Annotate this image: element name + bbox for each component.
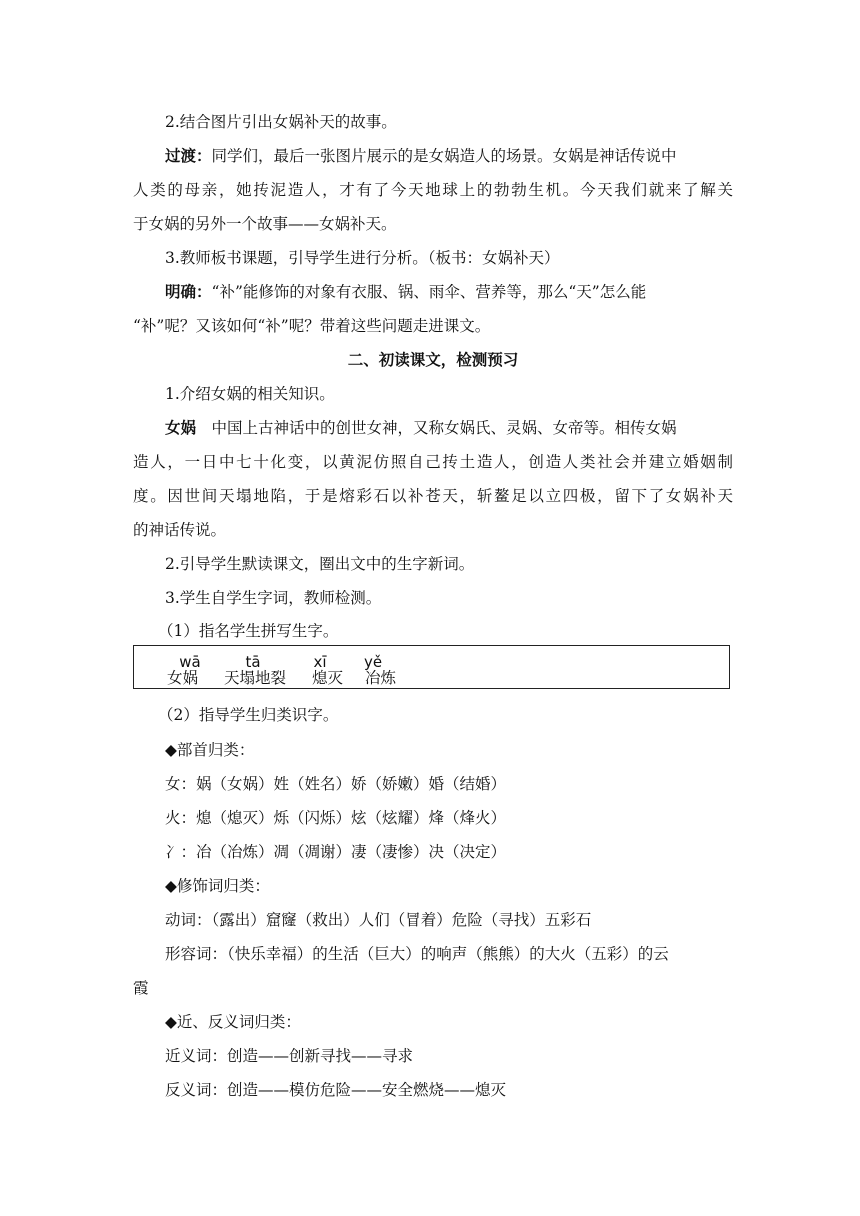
- paragraph-line: 造人，一日中七十化变，以黄泥仿照自己抟土造人，创造人类社会并建立婚姻制: [133, 453, 733, 471]
- paragraph-nuwa: 女娲 中国上古神话中的创世女神，又称女娲氏、灵娲、女帝等。相传女娲: [165, 418, 677, 437]
- paragraph-transition: 过渡：同学们，最后一张图片展示的是女娲造人的场景。女娲是神话传说中: [165, 146, 677, 165]
- term-nuwa: 女娲: [165, 418, 197, 437]
- pinyin-ta: tā: [245, 653, 261, 671]
- category-radical: ◆部首归类：: [165, 741, 255, 759]
- paragraph-line: 霞: [133, 979, 149, 997]
- word-tiantadilie: 天塌地裂: [224, 669, 287, 687]
- paragraph-intro: 1.介绍女娲的相关知识。: [165, 385, 335, 403]
- radical-huo: 火：熄（熄灭）烁（闪烁）炫（炫耀）烽（烽火）: [165, 809, 507, 827]
- word-nuwa: 女娲: [167, 669, 199, 687]
- paragraph-line: 的神话传说。: [133, 521, 227, 539]
- paragraph-step-3: 3.教师板书课题，引导学生进行分析。（板书：女娲补天）: [165, 249, 560, 267]
- paragraph-line: 于女娲的另外一个故事——女娲补天。: [133, 215, 397, 233]
- label-transition: 过渡：: [165, 146, 212, 165]
- paragraph-read: 2.引导学生默读课文，圈出文中的生字新词。: [165, 555, 475, 573]
- pinyin-xi: xī: [313, 653, 327, 671]
- antonyms: 反义词：创造——模仿危险——安全燃烧——熄灭: [165, 1081, 507, 1099]
- paragraph-step-2: 2.结合图片引出女娲补天的故事。: [165, 113, 397, 131]
- modifier-adjectives: 形容词：（快乐幸福）的生活（巨大）的响声（熊熊）的大火（五彩）的云: [165, 945, 669, 963]
- section-heading: 二、初读课文，检测预习: [347, 350, 519, 369]
- paragraph-line: “补”呢？又该如何“补”呢？带着这些问题走进课文。: [133, 317, 491, 335]
- pinyin-wa: wā: [179, 653, 201, 671]
- radical-bing: 冫：冶（冶炼）凋（凋谢）凄（凄惨）决（决定）: [165, 843, 507, 861]
- subitem-1: （1）指名学生拼写生字。: [158, 622, 339, 640]
- word-yelian: 冶炼: [365, 669, 397, 687]
- subitem-2: （2）指导学生归类识字。: [158, 706, 339, 724]
- paragraph-line: 人类的母亲，她抟泥造人，才有了今天地球上的勃勃生机。今天我们就来了解关: [133, 181, 733, 199]
- label-clarify: 明确：: [165, 282, 212, 301]
- pinyin-ye: yě: [363, 653, 383, 671]
- paragraph-self-study: 3.学生自学生字词，教师检测。: [165, 589, 382, 607]
- paragraph-clarify: 明确：“补”能修饰的对象有衣服、锅、雨伞、营养等，那么“天”怎么能: [165, 282, 647, 301]
- pinyin-box: [133, 645, 730, 689]
- category-synonym-antonym: ◆近、反义词归类：: [165, 1013, 301, 1031]
- category-modifier: ◆修饰词归类：: [165, 877, 270, 895]
- synonyms: 近义词：创造——创新寻找——寻求: [165, 1047, 414, 1065]
- radical-nv: 女：娲（女娲）姓（姓名）娇（娇嫩）婚（结婚）: [165, 775, 507, 793]
- word-ximie: 熄灭: [312, 669, 344, 687]
- paragraph-line: 度。因世间天塌地陷，于是熔彩石以补苍天，斩鳌足以立四极，留下了女娲补天: [133, 487, 733, 505]
- modifier-verbs: 动词：（露出）窟窿（救出）人们（冒着）危险（寻找）五彩石: [165, 911, 592, 929]
